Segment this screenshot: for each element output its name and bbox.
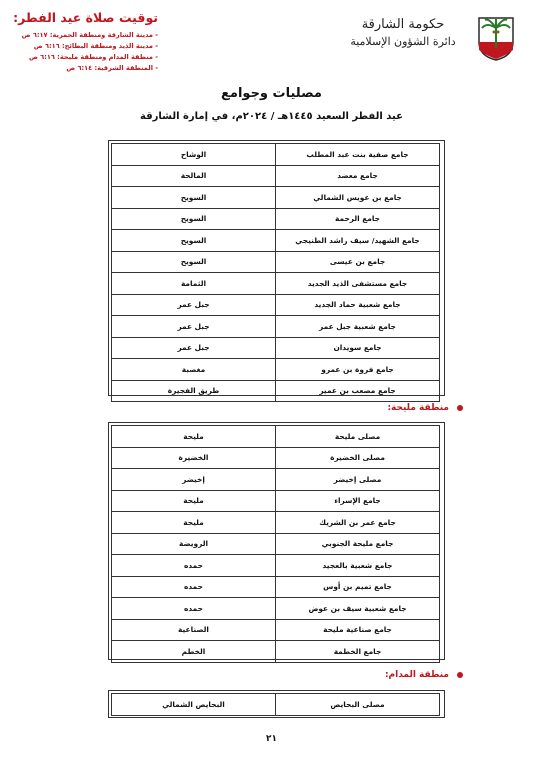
table-row [112, 251, 440, 273]
mosque-name: جامع بن عيسى [276, 251, 440, 273]
mosques-table-3 [111, 693, 440, 716]
palm-emblem-icon [475, 12, 517, 62]
table-row [112, 694, 440, 716]
section-heading-madam [385, 670, 463, 680]
mosque-name: جامع صناعية مليحة [276, 619, 440, 641]
table-row [112, 165, 440, 187]
mosque-name: مصلى إخيضر [276, 469, 440, 491]
mosque-area: الوشاح [112, 144, 276, 166]
mosque-area: جبل عمر [112, 294, 276, 316]
mosque-area: مليحة [112, 490, 276, 512]
prayer-times-box [8, 10, 158, 74]
prayer-times-title: توقيت صلاة عيد الفطر: [13, 10, 158, 25]
mosque-name: جامع فروة بن عمرو [276, 359, 440, 381]
mosque-area: المالحة [112, 165, 276, 187]
mosque-name: جامع بن عويس الشمالي [276, 187, 440, 209]
page-number: ٢١ [266, 734, 277, 744]
bullet-icon [457, 405, 463, 411]
section-label: منطقة مليحة: [387, 403, 449, 413]
mosque-name: جامع شعبية سيف بن عوض [276, 598, 440, 620]
mosque-name: جامع تميم بن أوس [276, 576, 440, 598]
mosque-name: مصلى الخضيرة [276, 447, 440, 469]
mosque-name: جامع شعبية بالعجيد [276, 555, 440, 577]
table-row [112, 230, 440, 252]
section-heading-meliha [387, 403, 463, 413]
mosque-name: جامع شعبية جبل عمر [276, 316, 440, 338]
table-row [112, 469, 440, 491]
mosque-name: جامع الشهيد/ سيف راشد الطنيجي [276, 230, 440, 252]
prayer-time-line: - مدينة الشارقة ومنطقة الحمرية: ٦:١٧ ص [21, 31, 158, 39]
table-row [112, 555, 440, 577]
mosque-area: مغصبة [112, 359, 276, 381]
table-row [112, 512, 440, 534]
mosque-area: الصناعية [112, 619, 276, 641]
mosque-area: مليحة [112, 426, 276, 448]
table-row [112, 576, 440, 598]
prayer-time-line: - منطقة المدام ومنطقة مليحة: ٦:١٦ ص [29, 53, 158, 61]
mosque-name: جامع سويدان [276, 337, 440, 359]
mosque-name: جامع معضد [276, 165, 440, 187]
table-row [112, 144, 440, 166]
table-row [112, 294, 440, 316]
mosque-area: حمده [112, 555, 276, 577]
mosque-area: جبل عمر [112, 337, 276, 359]
department-name-block [333, 16, 473, 50]
section-label: منطقة المدام: [384, 670, 449, 680]
mosque-area: السويح [112, 230, 276, 252]
mosque-name: جامع الخطمة [276, 641, 440, 663]
mosque-area: طريق الفجيرة [112, 380, 276, 402]
table-row [112, 208, 440, 230]
mosque-name: جامع مليحة الجنوبي [276, 533, 440, 555]
table-row [112, 337, 440, 359]
department-logo [327, 12, 517, 62]
table-row [112, 426, 440, 448]
mosque-name: جامع الرحمة [276, 208, 440, 230]
table-row [112, 598, 440, 620]
mosque-name: جامع شعبية حماد الجديد [276, 294, 440, 316]
mosque-area: الرويضة [112, 533, 276, 555]
table-row [112, 641, 440, 663]
page-subtitle: عيد الفطر السعيد ١٤٤٥هـ / ٢٠٢٤م، في إمارة الشارقة [140, 111, 403, 122]
mosque-name: مصلى مليحة [276, 426, 440, 448]
mosque-name: مصلى البحايص [276, 694, 440, 716]
mosque-area: السويح [112, 208, 276, 230]
government-name: حكومة الشارقة [361, 17, 445, 32]
table-row [112, 359, 440, 381]
mosques-table-1 [111, 143, 440, 402]
mosque-name: جامع الإسراء [276, 490, 440, 512]
mosque-area: حمده [112, 576, 276, 598]
table-row [112, 619, 440, 641]
bullet-icon [457, 672, 463, 678]
table-row [112, 490, 440, 512]
mosque-area: السويح [112, 187, 276, 209]
mosque-name: جامع صفية بنت عبد المطلب [276, 144, 440, 166]
table-row [112, 380, 440, 402]
mosque-area: السويح [112, 251, 276, 273]
prayer-time-line: - المنطقة الشرقية: ٦:١٤ ص [66, 64, 158, 72]
mosques-table-2 [111, 425, 440, 663]
table-row [112, 533, 440, 555]
mosque-name: جامع مستشفى الذيد الجديد [276, 273, 440, 295]
mosque-area: جبل عمر [112, 316, 276, 338]
prayer-time-line: - مدينة الذيد ومنطقة البطائح: ٦:١٦ ص [33, 42, 158, 50]
page-title: مصليات وجوامع [221, 86, 322, 101]
mosque-area: الخضيرة [112, 447, 276, 469]
mosque-area: البحايص الشمالي [112, 694, 276, 716]
mosque-name: جامع مصعب بن عمير [276, 380, 440, 402]
table-row [112, 447, 440, 469]
department-name: دائرة الشؤون الإسلامية [350, 35, 456, 48]
mosque-area: حمده [112, 598, 276, 620]
mosque-area: مليحة [112, 512, 276, 534]
mosque-area: إخيضر [112, 469, 276, 491]
table-row [112, 316, 440, 338]
table-row [112, 187, 440, 209]
table-row [112, 273, 440, 295]
mosque-area: الخطم [112, 641, 276, 663]
mosque-name: جامع عمر بن الشريك [276, 512, 440, 534]
mosque-area: الثمامة [112, 273, 276, 295]
